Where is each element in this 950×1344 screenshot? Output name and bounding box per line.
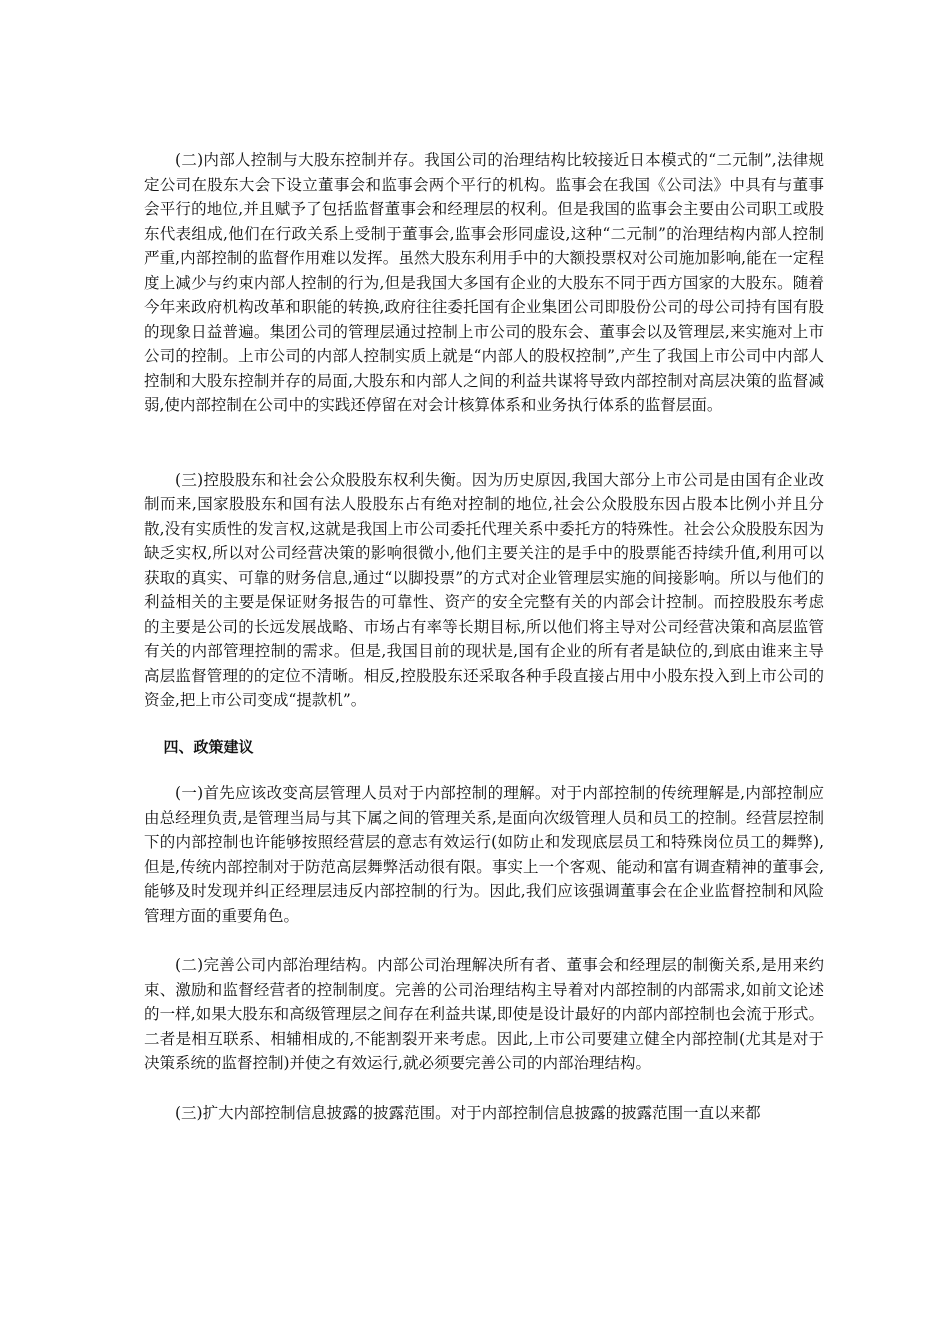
- paragraph-insider-control: (二)内部人控制与大股东控制并存。我国公司的治理结构比较接近日本模式的“二元制”,法律规定公司在股东大会下设立董事会和监事会两个平行的机构。监事会在我国《公司法》中具有与董事会平行的地位,并且赋予了包括监督董事会和经理层的权利。但是我国的监事会主要由公司职工或股东代表组成,他们在行政关系上受制于董事会,监事会形同虚设,这种“二元制”的治理结构内部人控制严重,内部控制的监督作用难以发挥。虽然大股东利用手中的大额投票权对公司施加影响,能在一定程度上减少与约束内部人控制的行为,但是我国大多国有企业的大股东不同于西方国家的大股东。随着今年来政府机构改革和职能的转换,政府往往委托国有企业集团公司即股份公司的母公司持有国有股的现象日益普遍。集团公司的管理层通过控制上市公司的股东会、董事会以及管理层,来实施对上市公司的控制。上市公司的内部人控制实质上就是“内部人的股权控制”,产生了我国上市公司中内部人控制和大股东控制并存的局面,大股东和内部人之间的利益共谋将导致内部控制对高层决策的监督减弱,使内部控制在公司中的实践还停留在对会计核算体系和业务执行体系的监督层面。: [144, 151, 824, 414]
- paragraph-shareholder-imbalance: (三)控股股东和社会公众股股东权利失衡。因为历史原因,我国大部分上市公司是由国有企业改制而来,国家股股东和国有法人股股东占有绝对控制的地位,社会公众股股东因占股本比例小并且分散,没有实质性的发言权,这就是我国上市公司委托代理关系中委托方的特殊性。社会公众股股东因为缺乏实权,所以对公司经营决策的影响很微小,他们主要关注的是手中的股票能否持续升值,利用可以获取的真实、可靠的财务信息,通过“以脚投票”的方式对企业管理层实施的间接影响。所以与他们的利益相关的主要是保证财务报告的可靠性、资产的安全完整有关的内部会计控制。而控股股东考虑的主要是公司的长远发展战略、市场占有率等长期目标,所以他们将主导对公司经营决策和高层监管有关的内部管理控制的需求。但是,我国目前的现状是,国有企业的所有者是缺位的,到底由谁来主导高层监督管理的的定位不清晰。相反,控股股东还采取各种手段直接占用中小股东投入到上市公司的资金,把上市公司变成“提款机”。: [144, 470, 824, 709]
- paragraph-governance-structure: (二)完善公司内部治理结构。内部公司治理解决所有者、董事会和经理层的制衡关系,是用来约束、激励和监督经营者的控制制度。完善的公司治理结构主导着对内部控制的内部需求,如前文论述的一样,如果大股东和高级管理层之间存在利益共谋,即使是设计最好的内部内部控制也会流于形式。二者是相互联系、相辅相成的,不能割裂开来考虑。因此,上市公司要建立健全内部控制(尤其是对于决策系统的监督控制)并使之有效运行,就必须要完善公司的内部治理结构。: [144, 956, 824, 1072]
- document-body: [144, 148, 824, 1125]
- section-heading-policy-suggestions: 四、政策建议: [163, 737, 254, 756]
- paragraph-management-understanding: (一)首先应该改变高层管理人员对于内部控制的理解。对于内部控制的传统理解是,内部控制应由总经理负责,是管理当局与其下属之间的管理关系,是面向次级管理人员和员工的控制。经营层控制下的内部控制也许能够按照经营层的意志有效运行(如防止和发现底层员工和特殊岗位员工的舞弊),但是,传统内部控制对于防范高层舞弊活动很有限。事实上一个客观、能动和富有调查精神的董事会,能够及时发现并纠正经理层违反内部控制的行为。因此,我们应该强调董事会在企业监督控制和风险管理方面的重要角色。: [144, 784, 824, 925]
- paragraph-disclosure-scope: (三)扩大内部控制信息披露的披露范围。对于内部控制信息披露的披露范围一直以来都: [175, 1103, 761, 1122]
